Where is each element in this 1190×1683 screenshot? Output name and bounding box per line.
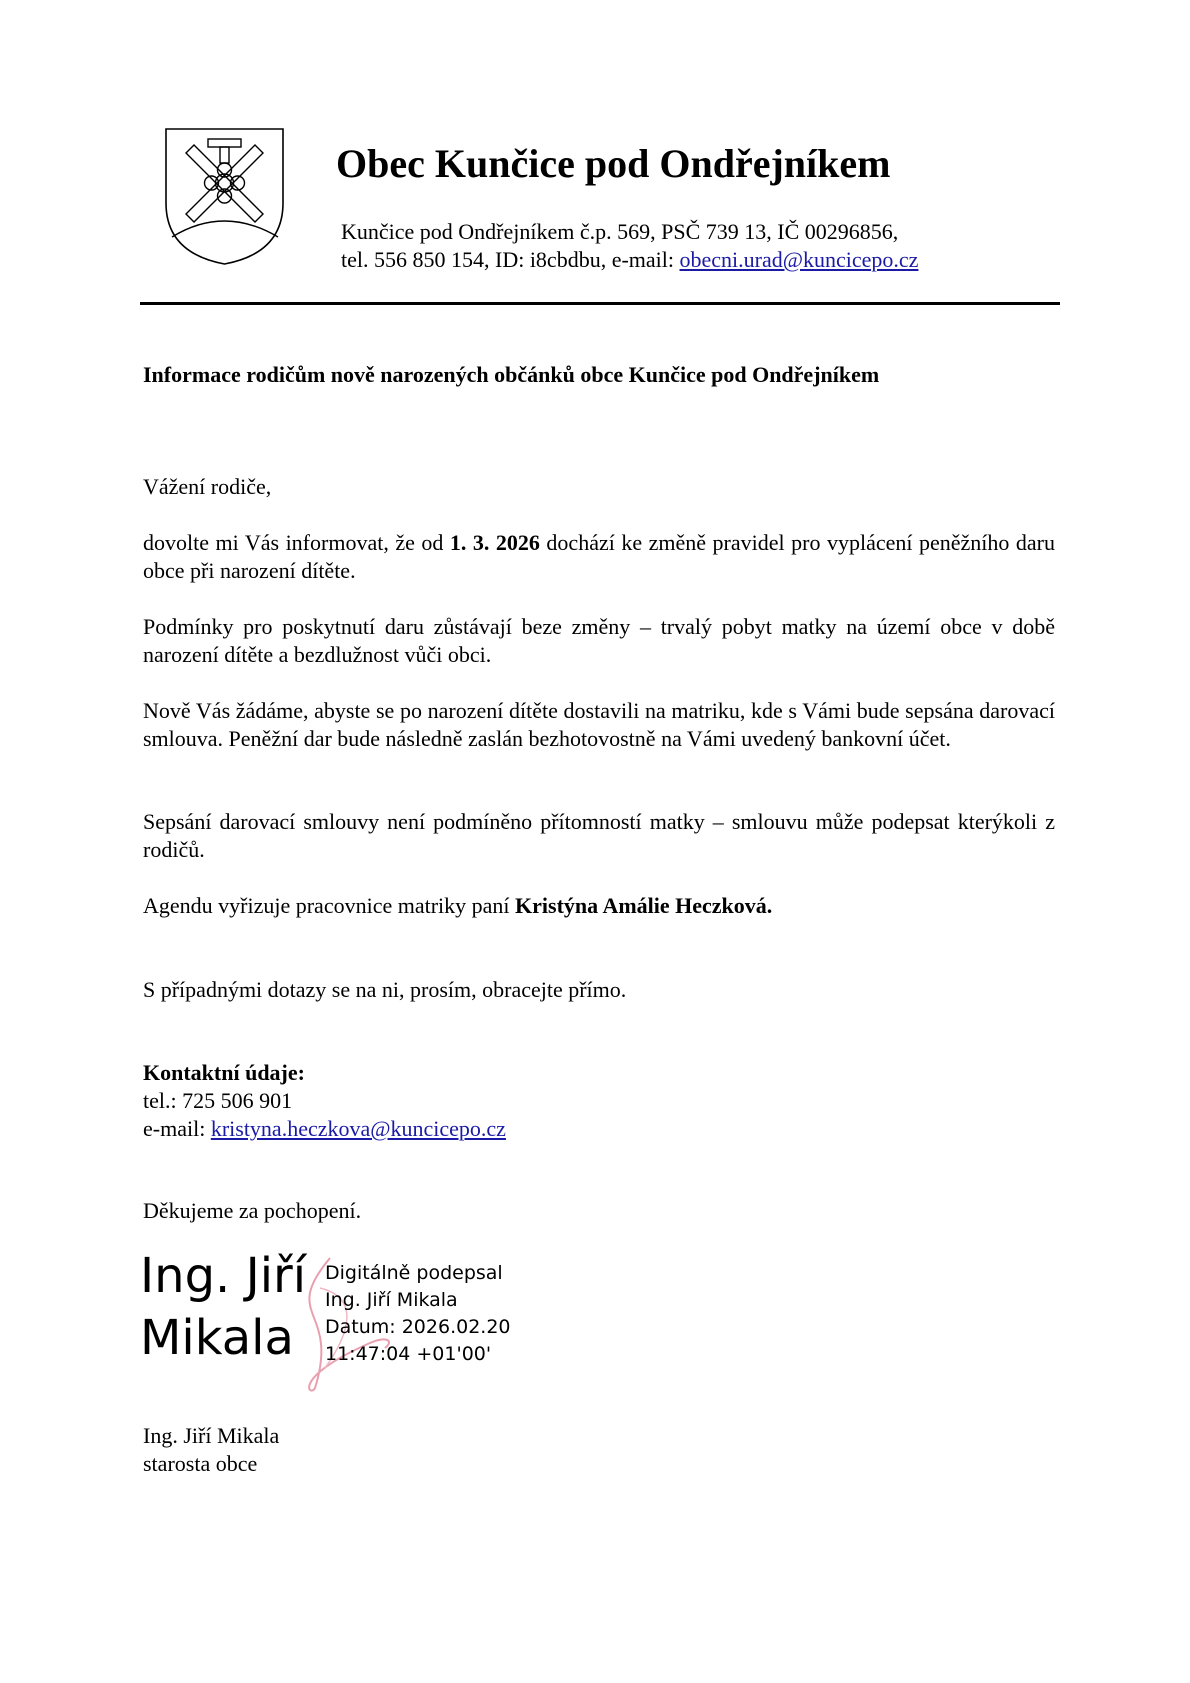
contact-line [341, 246, 918, 274]
address-line: Kunčice pod Ondřejníkem č.p. 569, PSČ 739 13, IČ 00296856, [341, 219, 899, 244]
signature-name-line-2: Mikala [140, 1310, 294, 1366]
contact-phone: tel.: 725 506 901 [143, 1088, 293, 1113]
town-name: Obec Kunčice pod Ondřejníkem [336, 141, 891, 186]
paragraph-5 [143, 892, 1055, 920]
paragraph-2: Podmínky pro poskytnutí daru zůstávají beze změny – trvalý pobyt matky na území obce v době narození dítěte a bezdlužnost vůči obci. [143, 614, 1055, 667]
signer-block [143, 1422, 279, 1478]
contact-email-line [143, 1115, 506, 1143]
contact-block [143, 1059, 506, 1143]
signer-title: starosta obce [143, 1451, 258, 1476]
salutation: Vážení rodiče, [143, 474, 272, 499]
registrar-name: Kristýna Amálie Heczková. [515, 893, 773, 918]
effective-date: 1. 3. 2026 [449, 530, 540, 555]
signer-name: Ing. Jiří Mikala [143, 1423, 280, 1448]
header-divider [140, 302, 1060, 305]
paragraph-6: S případnými dotazy se na ni, prosím, obracejte přímo. [143, 977, 627, 1002]
contact-line-text: tel. 556 850 154, ID: i8cbdbu, e-mail: [341, 247, 680, 272]
signature-detail-line: Ing. Jiří Mikala [325, 1289, 458, 1311]
paragraph-5-text: Agendu vyřizuje pracovnice matriky paní [143, 893, 516, 918]
coat-of-arms-icon [162, 125, 287, 268]
signature-detail-line: Digitálně podepsal [325, 1262, 503, 1284]
signature-name-line-1: Ing. Jiří [140, 1248, 307, 1304]
signature-detail-line: 11:47:04 +01'00' [325, 1343, 492, 1365]
paragraph-1-text-a: dovolte mi Vás informovat, že od [143, 530, 450, 555]
digital-signature [140, 1248, 560, 1398]
paragraph-3: Nově Vás žádáme, abyste se po narození dítěte dostavili na matriku, kde s Vámi bude sepsána darovací smlouva. Peněžní dar bude následně zaslán bezhotovostně na Vámi uvedený bankovní účet. [143, 698, 1055, 751]
office-email-link[interactable]: obecni.urad@kuncicepo.cz [679, 247, 919, 272]
contact-email-link[interactable]: kristyna.heczkova@kuncicepo.cz [210, 1116, 506, 1141]
paragraph-4: Sepsání darovací smlouvy není podmíněno přítomností matky – smlouvu může podepsat kterýkoli z rodičů. [143, 809, 1055, 862]
paragraph-1 [143, 529, 1055, 585]
paragraph-1-text-b: dochází ke změně pravidel pro vyplácení peněžního daru obce při narození dítěte. [143, 530, 1056, 583]
document-heading: Informace rodičům nově narozených občánků obce Kunčice pod Ondřejníkem [143, 362, 880, 387]
closing-thanks: Děkujeme za pochopení. [143, 1198, 362, 1223]
contact-title: Kontaktní údaje: [143, 1060, 305, 1085]
signature-details [325, 1260, 511, 1368]
signature-detail-line: Datum: 2026.02.20 [325, 1316, 511, 1338]
contact-email-prefix: e-mail: [143, 1116, 211, 1141]
